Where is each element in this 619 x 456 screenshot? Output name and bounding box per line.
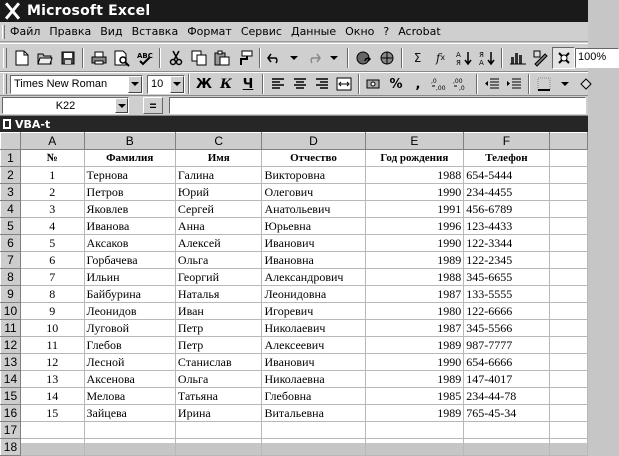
standard-toolbar xyxy=(0,43,607,72)
formula-input[interactable] xyxy=(169,97,586,114)
toolbar-separator xyxy=(358,74,360,94)
cell-patronymic[interactable]: Леонидовна xyxy=(262,286,365,303)
empty-cell[interactable] xyxy=(20,439,84,456)
toolbar-grip[interactable] xyxy=(3,48,7,68)
workbook-title: VBA-t xyxy=(15,117,51,131)
toolbar-grip[interactable] xyxy=(3,74,7,94)
empty-cell[interactable] xyxy=(549,269,587,286)
empty-cell[interactable] xyxy=(84,439,175,456)
decrease-indent-icon[interactable] xyxy=(481,74,503,94)
row-header[interactable]: 3 xyxy=(1,184,21,201)
cell-name[interactable]: Анна xyxy=(175,218,262,235)
cell-name[interactable]: Татьяна xyxy=(175,388,262,405)
bold-icon[interactable]: Ж xyxy=(196,76,212,92)
svg-text:,0: ,0 xyxy=(431,78,437,85)
empty-cell[interactable] xyxy=(464,439,549,456)
cell-number[interactable]: 6 xyxy=(20,252,84,269)
sort-ascending-icon[interactable] xyxy=(452,47,475,69)
cell-birth-year[interactable]: 1987 xyxy=(365,286,464,303)
cell-number[interactable]: 14 xyxy=(20,388,84,405)
cell-reference: K22 xyxy=(55,99,76,112)
currency-icon[interactable] xyxy=(363,74,385,94)
spelling-icon[interactable] xyxy=(133,47,156,69)
borders-icon[interactable] xyxy=(533,74,555,94)
cell-phone[interactable]: 133-5555 xyxy=(464,286,549,303)
cell-birth-year[interactable]: 1989 xyxy=(365,252,464,269)
row-header[interactable]: 11 xyxy=(1,320,21,337)
cell-patronymic[interactable]: Игоревич xyxy=(262,303,365,320)
paste-icon[interactable] xyxy=(210,47,233,69)
print-icon[interactable] xyxy=(87,47,110,69)
column-header-c[interactable]: C xyxy=(175,133,262,150)
cell-name[interactable]: Станислав xyxy=(175,354,262,371)
table-row xyxy=(1,388,588,405)
table-row xyxy=(1,439,588,456)
cell-birth-year[interactable]: 1989 xyxy=(365,405,464,422)
table-row xyxy=(1,303,588,320)
cell-name[interactable]: Юрий xyxy=(175,184,262,201)
cell-phone[interactable]: 654-5444 xyxy=(464,167,549,184)
row-header[interactable]: 1 xyxy=(1,150,21,167)
cell-name[interactable]: Иван xyxy=(175,303,262,320)
cell-surname[interactable]: Яковлев xyxy=(84,201,175,218)
table-row xyxy=(1,218,588,235)
empty-cell[interactable] xyxy=(262,439,365,456)
cell-number[interactable]: 10 xyxy=(20,320,84,337)
svg-text:Я: Я xyxy=(455,58,461,67)
row-header[interactable]: 10 xyxy=(1,303,21,320)
row-header[interactable]: 2 xyxy=(1,167,21,184)
cell-surname[interactable]: Байбурина xyxy=(84,286,175,303)
table-row xyxy=(1,167,588,184)
drawing-icon[interactable] xyxy=(529,47,552,69)
cell-birth-year[interactable]: 1985 xyxy=(365,388,464,405)
toolbar-separator xyxy=(528,74,530,94)
row-header[interactable]: 7 xyxy=(1,252,21,269)
cell-surname[interactable]: Ильин xyxy=(84,269,175,286)
column-header-b[interactable]: B xyxy=(84,133,175,150)
select-all-button[interactable] xyxy=(1,133,21,150)
empty-cell[interactable] xyxy=(365,422,464,439)
comma-style-icon[interactable]: , xyxy=(415,76,421,92)
open-icon[interactable] xyxy=(33,47,56,69)
cell-patronymic[interactable]: Александрович xyxy=(262,269,365,286)
web-toolbar-icon[interactable] xyxy=(375,47,398,69)
undo-icon[interactable] xyxy=(264,47,284,69)
toolbar-separator xyxy=(188,74,190,94)
cell-surname[interactable]: Аксаков xyxy=(84,235,175,252)
cell-patronymic[interactable]: Витальевна xyxy=(262,405,365,422)
svg-text:,00: ,00 xyxy=(436,85,446,92)
menu-bar xyxy=(0,22,588,42)
cell-surname[interactable]: Леонидов xyxy=(84,303,175,320)
cut-icon[interactable] xyxy=(164,47,187,69)
menu-format[interactable]: Формат xyxy=(187,25,232,38)
formatting-toolbar xyxy=(0,72,588,96)
empty-cell[interactable] xyxy=(549,286,587,303)
cell-number[interactable]: 12 xyxy=(20,354,84,371)
toolbar-separator xyxy=(259,48,261,68)
align-left-icon[interactable] xyxy=(267,74,289,94)
menu-tools[interactable]: Сервис xyxy=(240,25,282,38)
toolbar-separator xyxy=(347,48,349,68)
cell-name[interactable]: Ирина xyxy=(175,405,262,422)
print-preview-icon[interactable] xyxy=(110,47,133,69)
cell-phone[interactable]: 147-4017 xyxy=(464,371,549,388)
cell-number[interactable]: 5 xyxy=(20,235,84,252)
font-name-dropdown[interactable] xyxy=(10,75,143,94)
cell-name[interactable]: Ольга xyxy=(175,252,262,269)
cell-surname[interactable]: Лесной xyxy=(84,354,175,371)
redo-dropdown-icon[interactable] xyxy=(324,47,344,69)
cell-name[interactable]: Петр xyxy=(175,337,262,354)
cell-birth-year[interactable]: 1980 xyxy=(365,303,464,320)
row-header[interactable]: 15 xyxy=(1,388,21,405)
format-painter-icon[interactable] xyxy=(233,47,256,69)
table-row xyxy=(1,320,588,337)
cell-name[interactable]: Петр xyxy=(175,320,262,337)
chevron-down-icon[interactable] xyxy=(115,98,128,113)
table-row xyxy=(1,354,588,371)
empty-cell[interactable] xyxy=(549,439,587,456)
cell-patronymic[interactable]: Анатольевич xyxy=(262,201,365,218)
cell-phone[interactable]: 456-6789 xyxy=(464,201,549,218)
empty-cell[interactable] xyxy=(549,320,587,337)
cell-phone[interactable]: 122-3344 xyxy=(464,235,549,252)
cell-patronymic[interactable]: Иванович xyxy=(262,354,365,371)
empty-cell[interactable] xyxy=(549,388,587,405)
empty-cell[interactable] xyxy=(549,167,587,184)
cell-number[interactable]: 8 xyxy=(20,286,84,303)
excel-app-icon xyxy=(3,2,21,20)
cell-phone[interactable]: 122-2345 xyxy=(464,252,549,269)
row-header[interactable]: 6 xyxy=(1,235,21,252)
empty-cell[interactable] xyxy=(549,235,587,252)
insert-hyperlink-icon[interactable] xyxy=(352,47,375,69)
table-row xyxy=(1,201,588,218)
cell-birth-year[interactable]: 1991 xyxy=(365,201,464,218)
menu-view[interactable]: Вид xyxy=(100,25,123,38)
cell-phone[interactable]: 122-6666 xyxy=(464,303,549,320)
cell-birth-year[interactable]: 1987 xyxy=(365,320,464,337)
row-header[interactable]: 9 xyxy=(1,286,21,303)
column-header-d[interactable]: D xyxy=(262,133,365,150)
menu-insert[interactable]: Вставка xyxy=(131,25,179,38)
undo-dropdown-icon[interactable] xyxy=(284,47,304,69)
empty-cell[interactable] xyxy=(20,422,84,439)
function-icon[interactable]: f x xyxy=(435,50,446,65)
cell-birth-year[interactable]: 1990 xyxy=(365,235,464,252)
cell-phone[interactable]: 987-7777 xyxy=(464,337,549,354)
cell-birth-year[interactable]: 1989 xyxy=(365,371,464,388)
cell-name[interactable]: Наталья xyxy=(175,286,262,303)
cell-surname[interactable]: Мелова xyxy=(84,388,175,405)
new-icon[interactable] xyxy=(10,47,33,69)
empty-cell[interactable] xyxy=(549,354,587,371)
toolbar-separator xyxy=(159,48,161,68)
table-row xyxy=(1,422,588,439)
title-bar xyxy=(0,0,588,22)
empty-cell[interactable] xyxy=(549,405,587,422)
sheet-table xyxy=(0,132,588,456)
svg-text:,0: ,0 xyxy=(459,85,465,92)
table-row xyxy=(1,286,588,303)
cell-patronymic[interactable]: Олегович xyxy=(262,184,365,201)
empty-cell[interactable] xyxy=(549,252,587,269)
row-header[interactable]: 5 xyxy=(1,218,21,235)
svg-text:,00: ,00 xyxy=(453,78,463,85)
underline-icon[interactable]: Ч xyxy=(242,76,254,92)
chart-wizard-icon[interactable] xyxy=(506,47,529,69)
row-header[interactable]: 14 xyxy=(1,371,21,388)
fill-color-icon[interactable] xyxy=(575,74,597,94)
column-header-f[interactable]: F xyxy=(464,133,549,150)
header-cell-patronymic[interactable]: Отчество xyxy=(262,150,365,167)
increase-indent-icon[interactable] xyxy=(503,74,525,94)
cell-surname[interactable]: Петров xyxy=(84,184,175,201)
borders-dropdown-icon[interactable] xyxy=(555,73,575,95)
empty-cell[interactable] xyxy=(464,422,549,439)
svg-text:Я: Я xyxy=(478,50,484,59)
cell-surname[interactable]: Иванова xyxy=(84,218,175,235)
toolbar-separator xyxy=(476,74,478,94)
svg-text:A: A xyxy=(455,50,461,59)
empty-cell[interactable] xyxy=(549,422,587,439)
workbook-icon[interactable] xyxy=(3,119,11,129)
cell-name[interactable]: Галина xyxy=(175,167,262,184)
cell-phone[interactable]: 765-45-34 xyxy=(464,405,549,422)
empty-cell[interactable] xyxy=(549,201,587,218)
menu-window[interactable]: Окно xyxy=(345,25,375,38)
cell-patronymic[interactable]: Николаевич xyxy=(262,320,365,337)
menu-edit[interactable]: Правка xyxy=(49,25,92,38)
cell-number[interactable]: 1 xyxy=(20,167,84,184)
cell-phone[interactable]: 234-44-78 xyxy=(464,388,549,405)
row-header[interactable]: 18 xyxy=(1,439,21,456)
empty-cell[interactable] xyxy=(84,422,175,439)
table-row xyxy=(1,150,588,167)
autosum-icon[interactable]: Σ xyxy=(413,50,422,65)
row-header[interactable]: 12 xyxy=(1,337,21,354)
svg-text:ABC: ABC xyxy=(136,51,153,60)
cell-name[interactable]: Сергей xyxy=(175,201,262,218)
edit-formula-button[interactable]: = xyxy=(143,97,163,114)
cell-name[interactable]: Георгий xyxy=(175,269,262,286)
align-right-icon[interactable] xyxy=(311,74,333,94)
cell-birth-year[interactable]: 1988 xyxy=(365,167,464,184)
menu-file[interactable]: Файл xyxy=(10,25,41,38)
cell-number[interactable]: 13 xyxy=(20,371,84,388)
cell-patronymic[interactable]: Викторовна xyxy=(262,167,365,184)
column-header-row xyxy=(1,133,588,150)
window-title: Microsoft Excel xyxy=(27,3,151,19)
formula-bar xyxy=(0,96,588,116)
empty-cell[interactable] xyxy=(175,422,262,439)
table-row xyxy=(1,269,588,286)
cell-number[interactable]: 2 xyxy=(20,184,84,201)
toolbar-separator xyxy=(401,48,403,68)
empty-cell[interactable] xyxy=(549,150,587,167)
cell-surname[interactable]: Горбачева xyxy=(84,252,175,269)
empty-cell[interactable] xyxy=(549,371,587,388)
menu-help[interactable]: ? xyxy=(383,25,390,38)
cell-number[interactable]: 4 xyxy=(20,218,84,235)
merge-center-icon[interactable] xyxy=(333,74,355,94)
cell-surname[interactable]: Тернова xyxy=(84,167,175,184)
percent-icon[interactable]: % xyxy=(389,76,403,92)
cell-phone[interactable]: 345-5566 xyxy=(464,320,549,337)
empty-cell[interactable] xyxy=(549,218,587,235)
cell-birth-year[interactable]: 1990 xyxy=(365,354,464,371)
header-cell-surname[interactable]: Фамилия xyxy=(84,150,175,167)
menu-data[interactable]: Данные xyxy=(290,25,337,38)
empty-cell[interactable] xyxy=(365,439,464,456)
align-center-icon[interactable] xyxy=(289,74,311,94)
cell-phone[interactable]: 234-4455 xyxy=(464,184,549,201)
sort-descending-icon[interactable] xyxy=(475,47,498,69)
cell-number[interactable]: 11 xyxy=(20,337,84,354)
font-size-dropdown[interactable] xyxy=(147,75,185,94)
menu-acrobat[interactable]: Acrobat xyxy=(398,25,441,38)
cell-patronymic[interactable]: Глебовна xyxy=(262,388,365,405)
svg-text:A: A xyxy=(478,58,484,67)
cell-patronymic[interactable]: Алексеевич xyxy=(262,337,365,354)
row-header[interactable]: 13 xyxy=(1,354,21,371)
column-header-g[interactable] xyxy=(549,133,587,150)
save-icon[interactable] xyxy=(56,47,79,69)
table-row xyxy=(1,371,588,388)
header-cell-name[interactable]: Имя xyxy=(175,150,262,167)
font-size-value: 10 xyxy=(151,78,164,90)
cell-patronymic[interactable]: Иванович xyxy=(262,235,365,252)
cell-birth-year[interactable]: 1996 xyxy=(365,218,464,235)
cell-birth-year[interactable]: 1990 xyxy=(365,184,464,201)
cell-name[interactable]: Ольга xyxy=(175,371,262,388)
table-row xyxy=(1,252,588,269)
cell-number[interactable]: 3 xyxy=(20,201,84,218)
cell-number[interactable]: 15 xyxy=(20,405,84,422)
row-header[interactable]: 16 xyxy=(1,405,21,422)
table-row xyxy=(1,337,588,354)
italic-icon[interactable]: К xyxy=(220,76,232,92)
cell-surname[interactable]: Аксенова xyxy=(84,371,175,388)
cell-patronymic[interactable]: Юрьевна xyxy=(262,218,365,235)
zoom-box[interactable]: 100% xyxy=(575,48,619,68)
column-header-e[interactable]: E xyxy=(365,133,464,150)
menu-grip[interactable] xyxy=(2,25,5,39)
cell-name[interactable]: Алексей xyxy=(175,235,262,252)
cell-patronymic[interactable]: Ивановна xyxy=(262,252,365,269)
cell-number[interactable]: 7 xyxy=(20,269,84,286)
header-cell-number[interactable]: № xyxy=(20,150,84,167)
empty-cell[interactable] xyxy=(549,303,587,320)
name-box[interactable] xyxy=(2,97,129,114)
header-cell-birth-year[interactable]: Год рождения xyxy=(365,150,464,167)
worksheet-grid xyxy=(0,132,588,454)
cell-number[interactable]: 9 xyxy=(20,303,84,320)
row-header[interactable]: 17 xyxy=(1,422,21,439)
table-row xyxy=(1,405,588,422)
cell-phone[interactable]: 654-6666 xyxy=(464,354,549,371)
toolbar-separator xyxy=(82,48,84,68)
row-header[interactable]: 4 xyxy=(1,201,21,218)
empty-cell[interactable] xyxy=(262,422,365,439)
chevron-down-icon[interactable] xyxy=(170,76,184,93)
column-header-a[interactable]: A xyxy=(20,133,84,150)
toolbar-separator xyxy=(501,48,503,68)
empty-cell[interactable] xyxy=(175,439,262,456)
chevron-down-icon[interactable] xyxy=(128,76,142,93)
office-assistant-icon[interactable] xyxy=(552,47,575,69)
table-row xyxy=(1,184,588,201)
font-name-value: Times New Roman xyxy=(14,78,108,90)
cell-phone[interactable]: 123-4433 xyxy=(464,218,549,235)
table-row xyxy=(1,235,588,252)
cell-birth-year[interactable]: 1988 xyxy=(365,269,464,286)
decrease-decimal-icon[interactable] xyxy=(451,74,473,94)
toolbar-separator xyxy=(262,74,264,94)
workbook-title-bar xyxy=(0,116,588,132)
row-header[interactable]: 8 xyxy=(1,269,21,286)
increase-decimal-icon[interactable] xyxy=(429,74,451,94)
cell-patronymic[interactable]: Николаевна xyxy=(262,371,365,388)
cell-phone[interactable]: 345-6655 xyxy=(464,269,549,286)
copy-icon[interactable] xyxy=(187,47,210,69)
header-cell-phone[interactable]: Телефон xyxy=(464,150,549,167)
empty-cell[interactable] xyxy=(549,184,587,201)
cell-birth-year[interactable]: 1989 xyxy=(365,337,464,354)
redo-icon[interactable] xyxy=(304,47,324,69)
cell-surname[interactable]: Зайцева xyxy=(84,405,175,422)
cell-surname[interactable]: Луговой xyxy=(84,320,175,337)
cell-surname[interactable]: Глебов xyxy=(84,337,175,354)
empty-cell[interactable] xyxy=(549,337,587,354)
